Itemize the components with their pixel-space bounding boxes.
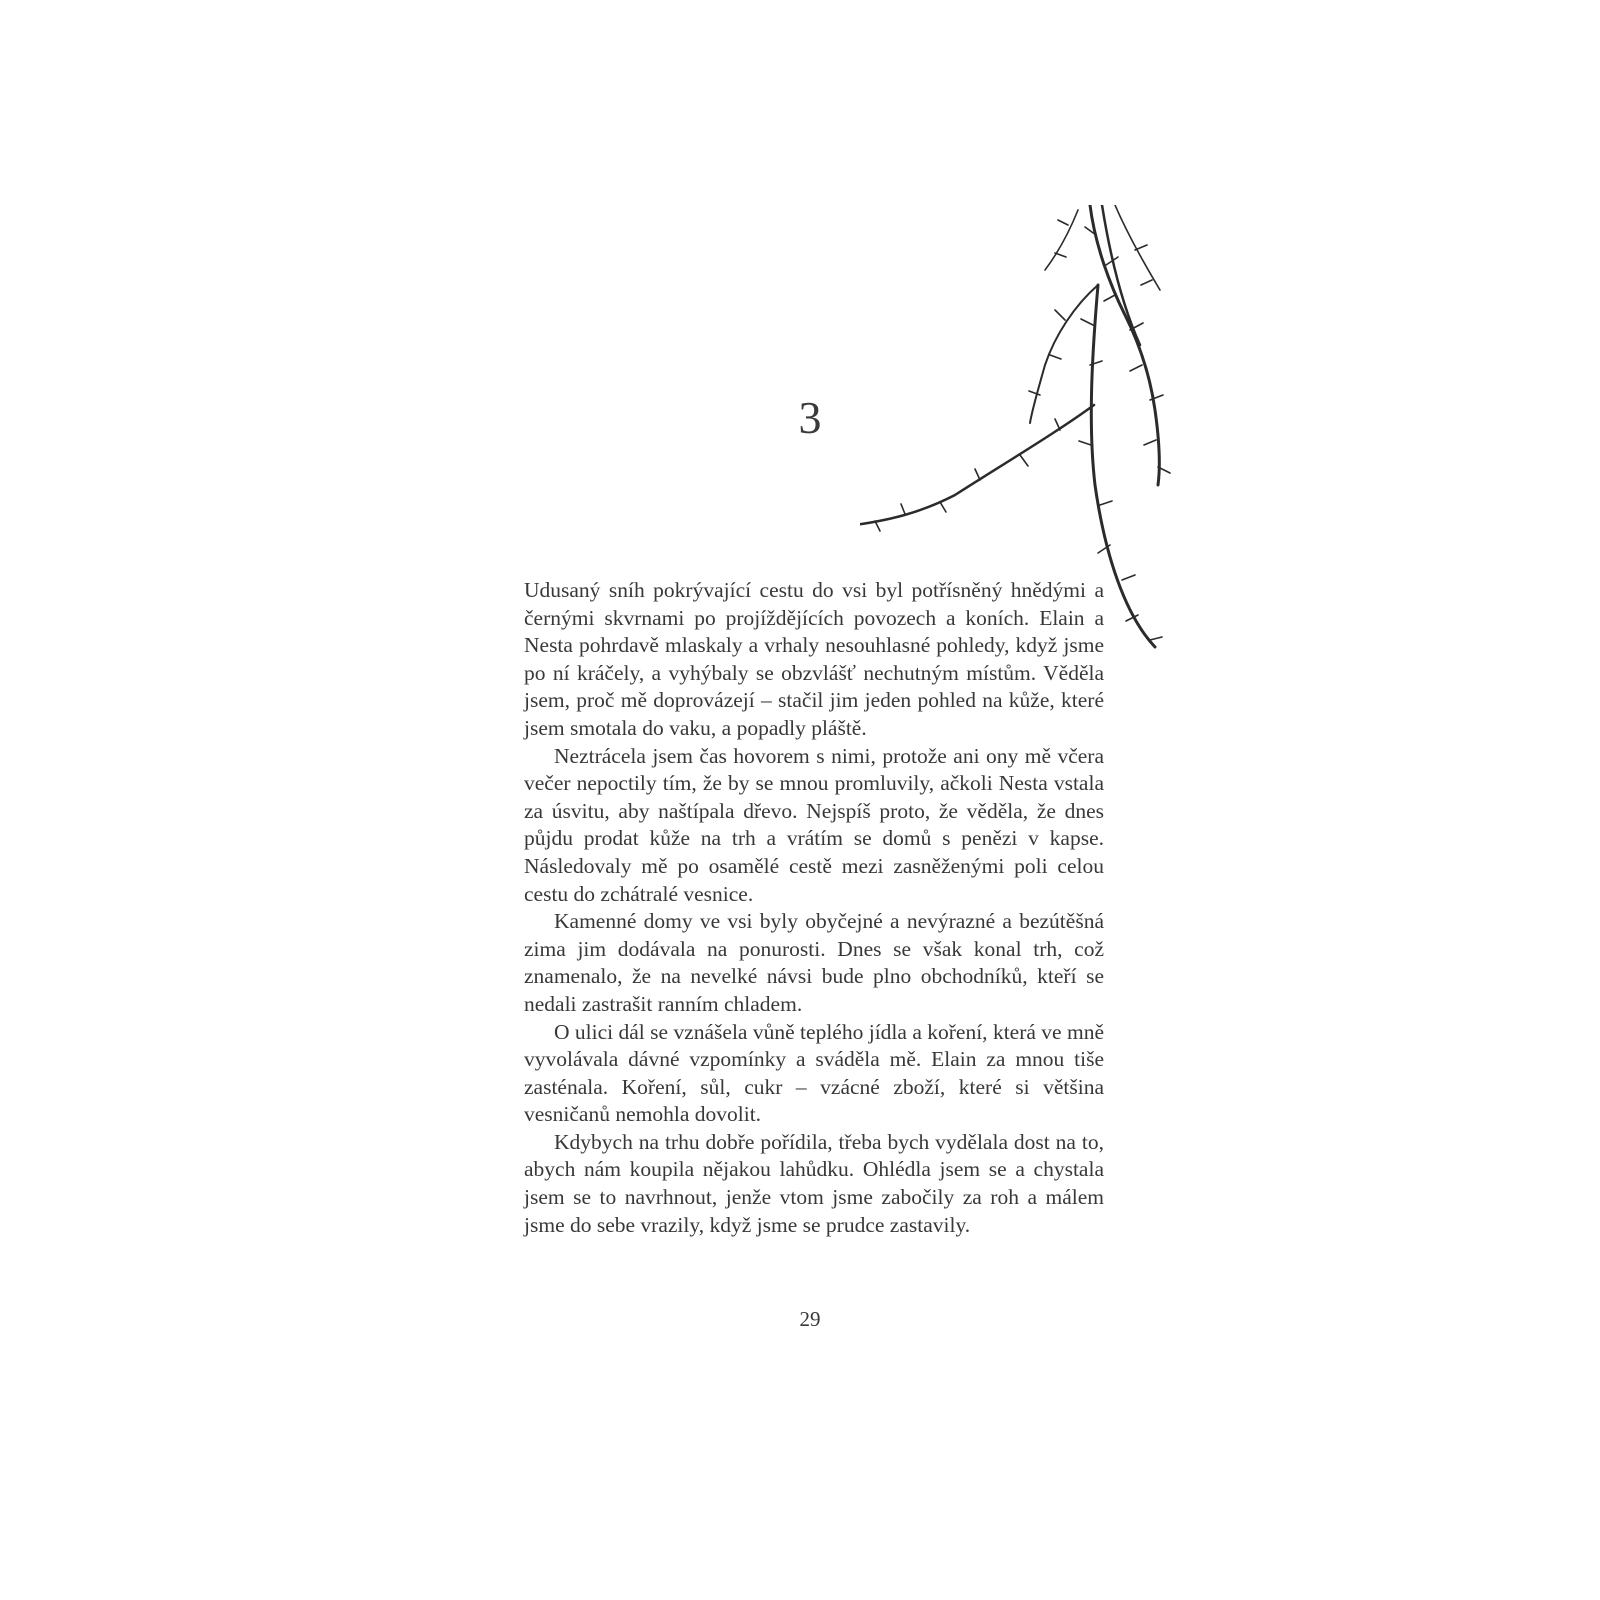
chapter-number: 3 [798,392,822,443]
paragraph: Udusaný sníh pokrývající cestu do vsi byl potřísněný hnědými a černými skvrnami po projíždějících povozech a koních. Elain a Nesta pohrdavě mlaskaly a vrhaly nesouhlasné pohledy, když jsme po ní kráčely, a vyhýbaly se obzvlášť nechutným místům. Věděla jsem, proč mě doprovázejí – stačil jim jeden pohled na kůže, které jsem smotala do vaku, a popadly pláště. [524,578,1104,740]
paragraph: Kdybych na trhu dobře pořídila, třeba bych vydělala dost na to, abych nám koupila nějakou lahůdku. Ohlédla jsem se a chystala jsem se to navrhnout, jenže vtom jsme zabočily za roh a málem jsme do sebe vrazily, když jsme se prudce zastavily. [524,1129,1104,1237]
paragraph: Kamenné domy ve vsi byly obyčejné a nevýrazné a bezútěšná zima jim dodávala na ponurosti. Dnes se však konal trh, což znamenalo, že na nevelké návsi bude plno obchodníků, kteří se nedali zastrašit ranním chladem. [524,909,1104,1016]
paragraph: Neztrácela jsem čas hovorem s nimi, protože ani ony mě včera večer nepoctily tím, že by se mnou promluvily, ačkoli Nesta vstala za úsvitu, aby naštípala dřevo. Nejspíš proto, že věděla, že dnes půjdu prodat kůže na trh a vrátím se domů s penězi v kapse. Následovaly mě po osamělé cestě mezi zasněženými poli celou cestu do zchátralé vesnice. [524,743,1104,906]
page-number: 29 [799,1307,821,1331]
chapter-text [524,577,1104,1239]
paragraph: O ulici dál se vznášela vůně teplého jídla a koření, která ve mně vyvolávala dávné vzpomínky a sváděla mě. Elain za mnou tiše zasténala. Koření, sůl, cukr – vzácné zboží, které si většina vesničanů nemohla dovolit. [524,1019,1104,1127]
